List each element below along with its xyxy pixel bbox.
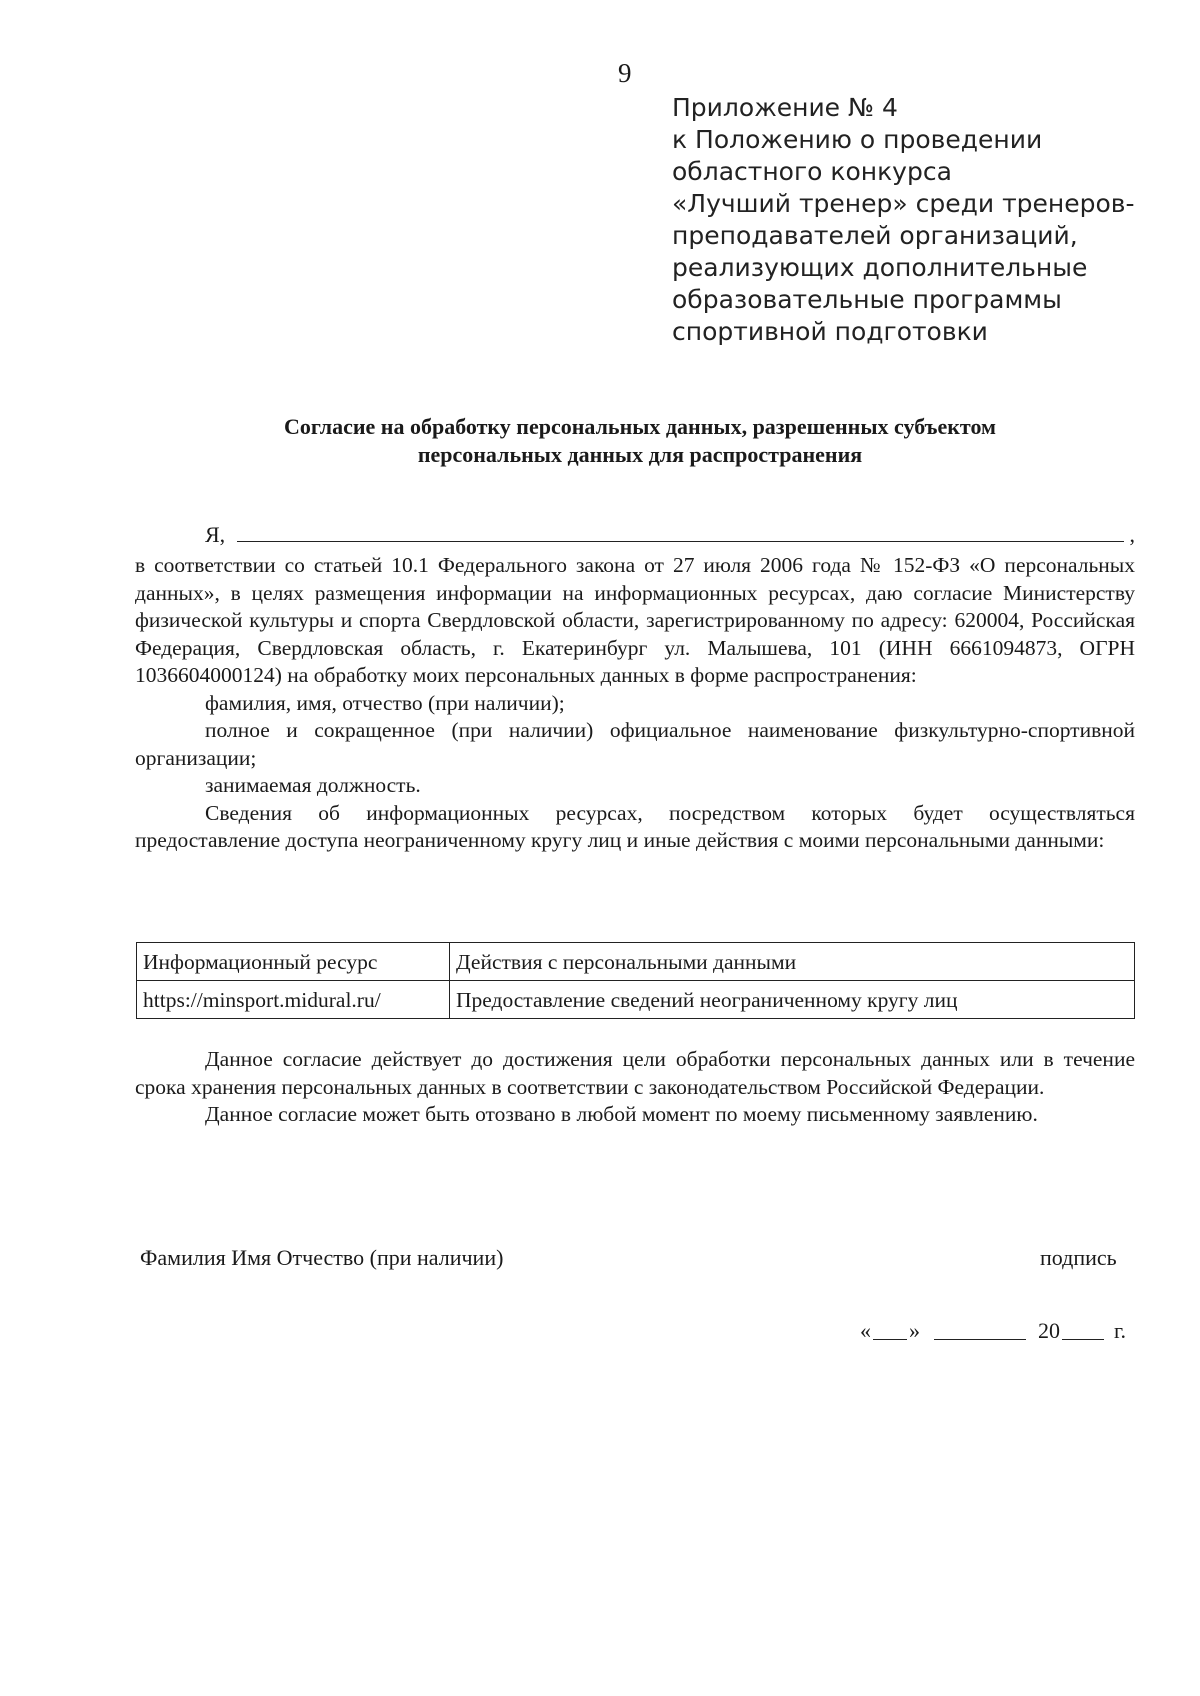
table-cell-action: Предоставление сведений неограниченному кругу лиц <box>450 981 1135 1019</box>
year-blank-field[interactable] <box>1062 1319 1104 1340</box>
date-line <box>860 1318 1126 1344</box>
year-prefix: 20 <box>1038 1318 1060 1343</box>
appendix-line: реализующих дополнительные <box>672 253 1088 282</box>
data-item-organization: полное и сокращенное (при наличии) официальное наименование физкультурно-спортивной организации; <box>135 718 1135 770</box>
year-suffix: г. <box>1114 1318 1127 1343</box>
table-header-resource: Информационный ресурс <box>137 943 450 981</box>
resources-table <box>136 942 1135 1019</box>
data-item-position: занимаемая должность. <box>205 773 421 797</box>
table-row <box>137 981 1135 1019</box>
appendix-line: областного конкурса <box>672 157 952 186</box>
closing-paragraph-revocation: Данное согласие может быть отозвано в любой момент по моему письменному заявлению. <box>205 1102 1038 1126</box>
title-line-2: персональных данных для распространения <box>417 442 863 467</box>
day-blank-field[interactable] <box>873 1319 907 1340</box>
closing-section <box>135 1046 1135 1129</box>
data-item-name: фамилия, имя, отчество (при наличии); <box>205 690 565 715</box>
signature-name-label: Фамилия Имя Отчество (при наличии) <box>140 1245 504 1270</box>
ya-suffix: , <box>1129 522 1135 547</box>
appendix-line: «Лучший тренер» среди тренеров- <box>672 189 1135 218</box>
month-blank-field[interactable] <box>934 1319 1026 1340</box>
document-title <box>130 413 1150 469</box>
date-open-quote: « <box>860 1318 871 1343</box>
table-header-actions: Действия с персональными данными <box>450 943 1135 981</box>
name-blank-field[interactable] <box>237 540 1123 542</box>
appendix-line: к Положению о проведении <box>672 125 1043 154</box>
resources-intro: Сведения об информационных ресурсах, посредством которых будет осуществляться предоставление доступа неограниченному кругу лиц и иные действия с моими персональными данными: <box>135 800 1135 852</box>
signature-label: подпись <box>1040 1245 1117 1270</box>
appendix-line: образовательные программы <box>672 285 1062 314</box>
appendix-header <box>672 92 1142 348</box>
consent-paragraph: в соответствии со статьей 10.1 Федерального закона от 27 июля 2006 года № 152-ФЗ «О персональных данных», в целях размещения информации на информационных ресурсах, даю согласие Министерству физической культуры и спорта Свердловской области, зарегистрированному по адресу: 620004, Российская Федерация, Свердловская область, г. Екатеринбург ул. Малышева, 101 (ИНН 6661094873, ОГРН 1036604000124) на обработку моих персональных данных в форме распространения: <box>135 553 1135 687</box>
appendix-line: спортивной подготовки <box>672 317 988 346</box>
page-number: 9 <box>618 58 632 88</box>
appendix-line: преподавателей организаций, <box>672 221 1078 250</box>
date-close-quote: » <box>909 1318 920 1343</box>
appendix-line: Приложение № 4 <box>672 93 898 122</box>
consent-body <box>135 552 1135 855</box>
table-cell-resource-url: https://minsport.midural.ru/ <box>137 981 450 1019</box>
name-entry-line <box>205 522 1135 548</box>
title-line-1: Согласие на обработку персональных данных, разрешенных субъектом <box>283 414 997 439</box>
ya-prefix: Я, <box>205 522 226 547</box>
table-header-row <box>137 943 1135 981</box>
closing-paragraph-validity: Данное согласие действует до достижения цели обработки персональных данных или в течение срока хранения персональных данных в соответствии с законодательством Российской Федерации. <box>135 1047 1135 1099</box>
